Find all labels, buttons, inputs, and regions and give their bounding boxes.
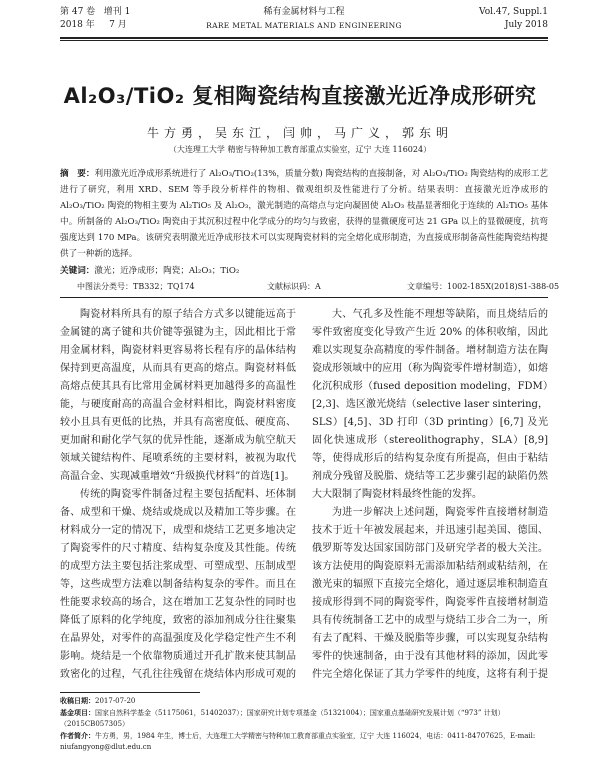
- author-bio-value: 牛方勇，男，1984 年生，博士后，大连理工大学精密与特种加工教育部重点实验室，辽宁 大连 116024，电话：0411-84707625，E-mail: niufangyong@dlut.edu.cn: [60, 731, 536, 751]
- author-bio: [60, 731, 550, 754]
- header-right: [479, 6, 548, 32]
- volume: 第 47 卷: [60, 7, 96, 17]
- abstract-label: 摘 要：: [60, 169, 95, 179]
- paper-title: Al₂O₃/TiO₂ 复相陶瓷结构直接激光近净成形研究: [63, 84, 537, 108]
- fund-value: 国家自然科学基金（51175061，51402037）；国家研究计划专项基金（51321004）；国家重点基础研究发展计划（“973” 计划）（2015CB057305）: [60, 708, 505, 728]
- article-meta: [77, 280, 560, 294]
- received-date: [60, 696, 550, 708]
- doc-code: 文献标识码：A: [267, 282, 321, 291]
- received-value: 2017-07-20: [95, 697, 136, 705]
- body-column-right: [312, 306, 548, 686]
- paragraph: 为进一步解决上述问题，陶瓷零件直接增材制造技术于近十年被发展起来，并迅速引起美国、德国、俄罗斯等发达国家国防部门及研究学者的极大关注。该方法使用的陶瓷原料无需添加粘结剂或粘结剂，在激光束的辐照下直接完全熔化，通过逐层堆积制造直接成形得到不同的陶瓷零件，陶瓷零件直接增材制造具有传统制备工艺中的成型与烧结工步合二为一，所有去了配料、干燥及脱脂等步骤，可以实现复杂结构零件的快速制备，由于没有其他材料的添加，因此零件完全熔化保证了其力学零件的纯度，这将有利于提: [312, 507, 548, 680]
- issue: 增刊 1: [103, 7, 131, 17]
- running-header: [60, 6, 548, 46]
- author-list: 牛方勇，吴东江，闫帅，马广义，郭东明: [146, 126, 453, 140]
- volume-en: Vol.47, Suppl.1: [479, 7, 548, 17]
- keywords: [60, 264, 548, 278]
- paragraph: 传统的陶瓷零件制备过程主要包括配料、坯体制备、成型和干燥、烧结或烧成以及精加工等步骤。在材料成分一定的情况下，成型和烧结工艺更多地决定了陶瓷零件的尺寸精度、结构复杂度及其性能。传统的成型方法主要包括注浆成型、可塑成型、压制成型等，这些成型方法难以制备结构复杂的零件。而且在性能要求较高的场合，这在增加工艺复杂性的同时也降低了原料的化学纯度，致密的添加剂成分往往聚集在晶界处，对零件的高温强度及化学稳定性产生不利影响。烧结是一个依靠物质通过开孔扩散来使其制品致密化的过程，气孔往往残留在烧结体内形成可观的: [60, 489, 296, 680]
- header-rule: [60, 37, 548, 39]
- footnote-rule: [60, 692, 200, 693]
- fund-info: [60, 708, 550, 731]
- header-rule-thin: [60, 40, 548, 41]
- footnotes: [60, 696, 550, 754]
- keywords-label: 关键词：: [60, 266, 95, 276]
- abstract: [60, 166, 548, 264]
- section-divider: [60, 297, 548, 298]
- header-center: [60, 6, 548, 32]
- journal-name-en: RARE METAL MATERIALS AND ENGINEERING: [206, 21, 402, 30]
- month: 7 月: [109, 20, 127, 30]
- year: 2018 年: [60, 20, 95, 30]
- paragraph: 大、气孔多及性能不理想等缺陷，而且烧结后的零件致密度变化导致产生近 20% 的体积收缩，因此难以实现复杂高精度的零件制备。增材制造方法在陶瓷成形领域中的应用（称为陶瓷零件增材制造），如熔化沉积成形（fused deposition modeling，FDM）[2,3]、选区激光烧结（selective laser sintering，SLS）[4,5]、3D 打印（3D printing）[6,7] 及光固化快速成形（stereolithography，SLA）[8,9] 等，使得成形后的结构复杂度有所提高，但由于粘结剂成分残留及脱脂、烧结等工艺步骤引起的缺陷仍然大大限制了陶瓷材料最终性能的发挥。: [312, 309, 548, 500]
- abstract-text: 利用激光近净成形系统进行了 Al₂O₃/TiO₂(13%，质量分数) 陶瓷结构的直接制备，对 Al₂O₃/TiO₂ 陶瓷结构的成形工艺进行了研究，利用 XRD、SEM 等手段分析样件的物相、微观组织及性能进行了分析。结果表明：直接激光近净成形的 Al₂O₃/TiO₂ 陶瓷的物相主要为 Al₂TiO₅ 及 Al₂O₃，激光制造的高熔点与定向凝固使 Al₂O₃ 枝晶显著细化于连续的 Al₂TiO₅ 基体中。所制备的 Al₂O₃/TiO₂ 陶瓷由于其沉积过程中化学成分的均匀与致密，获得的显微硬度可达 21 GPa 以上的显微硬度，抗弯强度达到 170 MPa。该研究表明激光近净成形技术可以实现陶瓷材料的完全熔化成形制造，为直接成形制备高性能陶瓷结构提供了一种新的选择。: [60, 169, 548, 259]
- clc-number: 中图法分类号：TB332；TQ174: [77, 282, 195, 291]
- article-number: 文章编号：1002-185X(2018)S1-388-05: [407, 282, 560, 291]
- journal-name-cn: 稀有金属材料与工程: [263, 7, 345, 17]
- fund-label: 基金项目：: [60, 708, 95, 717]
- body-column-left: [60, 306, 296, 686]
- paragraph: 陶瓷材料所具有的原子结合方式多以键能远高于金属键的离子键和共价键等强键为主，因此相比于常用金属材料，陶瓷材料更容易将长程有序的晶体结构保持到更高温度，从而具有更高的熔点。陶瓷材料低高熔点使其具有比常用金属材料更加越得多的高温性能，与硬度耐高的高温合金材料相比，陶瓷材料密度较小且具有更低的比热，并具有高密度低、硬度高、更加耐和耐化学气氛的优异性能，逐渐成为航空航天领域关键结构件、尾喷系统的主要材料，被视为取代高温合金、实现减重增效“升级换代材料”的首选[1]。: [60, 309, 296, 482]
- keywords-text: 激光；近净成形；陶瓷；Al₂O₃；TiO₂: [94, 266, 240, 276]
- received-label: 收稿日期：: [60, 697, 95, 705]
- affiliation: （大连理工大学 精密与特种加工教育部重点实验室，辽宁 大连 116024）: [168, 145, 432, 154]
- author-bio-label: 作者简介：: [60, 731, 95, 740]
- date-en: July 2018: [504, 20, 548, 30]
